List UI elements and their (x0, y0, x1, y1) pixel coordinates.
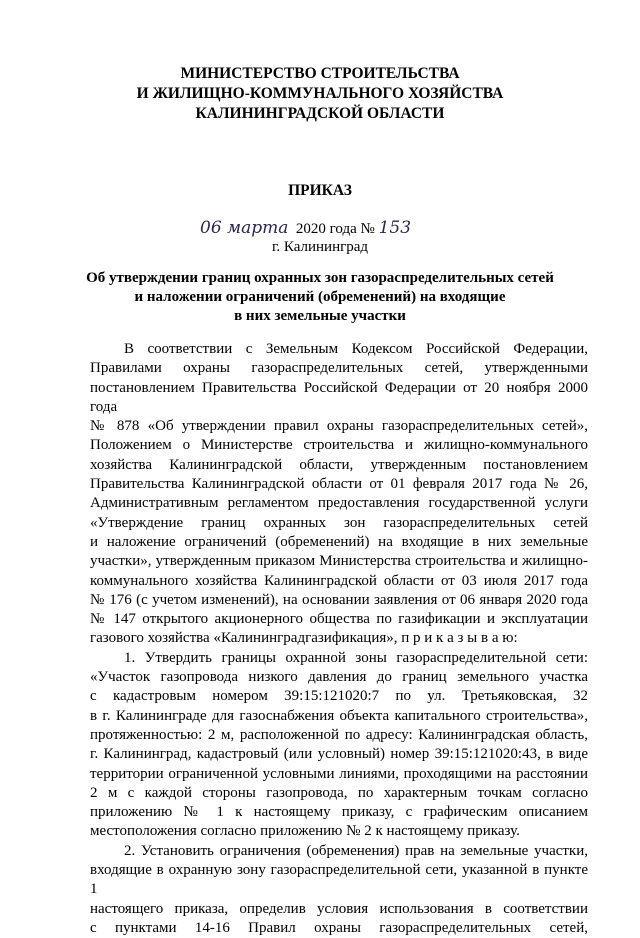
ministry-header-line: МИНИСТЕРСТВО СТРОИТЕЛЬСТВА (180, 65, 460, 82)
text-line: настоящего приказа, определив условия использования в соответствии (90, 900, 588, 917)
text-line: В соответствии с Земельным Кодексом Российской Федерации, (124, 341, 588, 357)
order-city: г. Калининград (271, 239, 369, 255)
order-title: ПРИКАЗ (288, 182, 352, 199)
text-line: коммунального хозяйства Калининградской области от 03 июля 2017 года (90, 572, 588, 589)
text-line: и наложение ограничений (обременений) на входящие в них земельные (90, 533, 588, 550)
text-line: № 878 «Об утверждении правил охраны газораспределительных сетей», (90, 418, 588, 435)
text-line: 1. Утвердить границы охранной зоны газораспределительной сети: (124, 649, 588, 666)
text-line: с кадастровым номером 39:15:121020:7 по ул. Третьяковская, 32 (90, 688, 588, 705)
text-line: № 176 (с учетом изменений), на основании заявления от 06 января 2020 года (90, 591, 588, 608)
handwritten-date: 06 марта (200, 218, 289, 238)
subject-line: и наложении ограничений (обременений) на входящие (134, 289, 506, 305)
text-line: Положением о Министерстве строительства и жилищно-коммунального (90, 437, 588, 454)
order-subject (60, 269, 580, 326)
paragraph-item-1 (90, 649, 588, 842)
text-line: входящие в охранную зону газораспределительной сети, указанной в пункте 1 (90, 862, 588, 898)
text-line: в г. Калининграде для газоснабжения объекта капитального строительства», (90, 707, 588, 724)
subject-line: в них земельные участки (234, 308, 406, 324)
text-line: газового хозяйства «Калининградгазификация», п р и к а з ы в а ю: (90, 630, 518, 647)
text-line: протяженностью: 2 м, расположенной по адресу: Калининградская область, (90, 726, 588, 743)
ministry-header-line: И ЖИЛИЩНО-КОММУНАЛЬНОГО ХОЗЯЙСТВА (136, 85, 504, 102)
order-body (90, 340, 588, 938)
text-line: местоположения согласно приложению № 2 к настоящему приказу. (90, 823, 520, 840)
paragraph-preamble (90, 340, 588, 649)
text-line: «Участок газопровода низкого давления до границ земельного участка (90, 669, 588, 686)
text-line: постановлением Правительства Российской Федерации от 20 ноября 2000 года (90, 379, 588, 415)
text-line: территории ограниченной условными линиями, проходящими на расстоянии (90, 765, 588, 782)
text-line: Правительства Калининградской области от 01 февраля 2017 года № 26, (90, 476, 588, 493)
text-line: с пунктами 14-16 Правил охраны газораспределительных сетей, (90, 919, 588, 936)
order-year-text: 2020 года № (295, 221, 375, 237)
text-line: Административным регламентом предоставления государственной услуги (90, 495, 588, 512)
ministry-header (0, 64, 640, 124)
text-line: приложению № 1 к настоящему приказу, с графическим описанием (90, 804, 588, 821)
order-date-line (200, 218, 411, 238)
text-line: 2 м с каждой стороны газопровода, по характерным точкам согласно (90, 784, 588, 801)
paragraph-item-2 (90, 842, 588, 938)
text-line: участки», утвержденным приказом Министерства строительства и жилищно- (90, 553, 588, 570)
text-line: г. Калининград, кадастровый (или условный) номер 39:15:121020:43, в виде (90, 746, 588, 763)
text-line: Правилами охраны газораспределительных сетей, утвержденными (90, 360, 588, 377)
subject-line: Об утверждении границ охранных зон газораспределительных сетей (86, 270, 554, 286)
ministry-header-line: КАЛИНИНГРАДСКОЙ ОБЛАСТИ (195, 105, 445, 122)
text-line: 2. Установить ограничения (обременения) прав на земельные участки, (124, 842, 588, 859)
text-line: хозяйства Калининградской области, утвержденным постановлением (90, 456, 588, 473)
handwritten-number: 153 (378, 218, 412, 238)
text-line: № 147 открытого акционерного общества по газификации и эксплуатации (90, 611, 588, 628)
text-line: «Утверждение границ охранных зон газораспределительных сетей (90, 514, 588, 531)
